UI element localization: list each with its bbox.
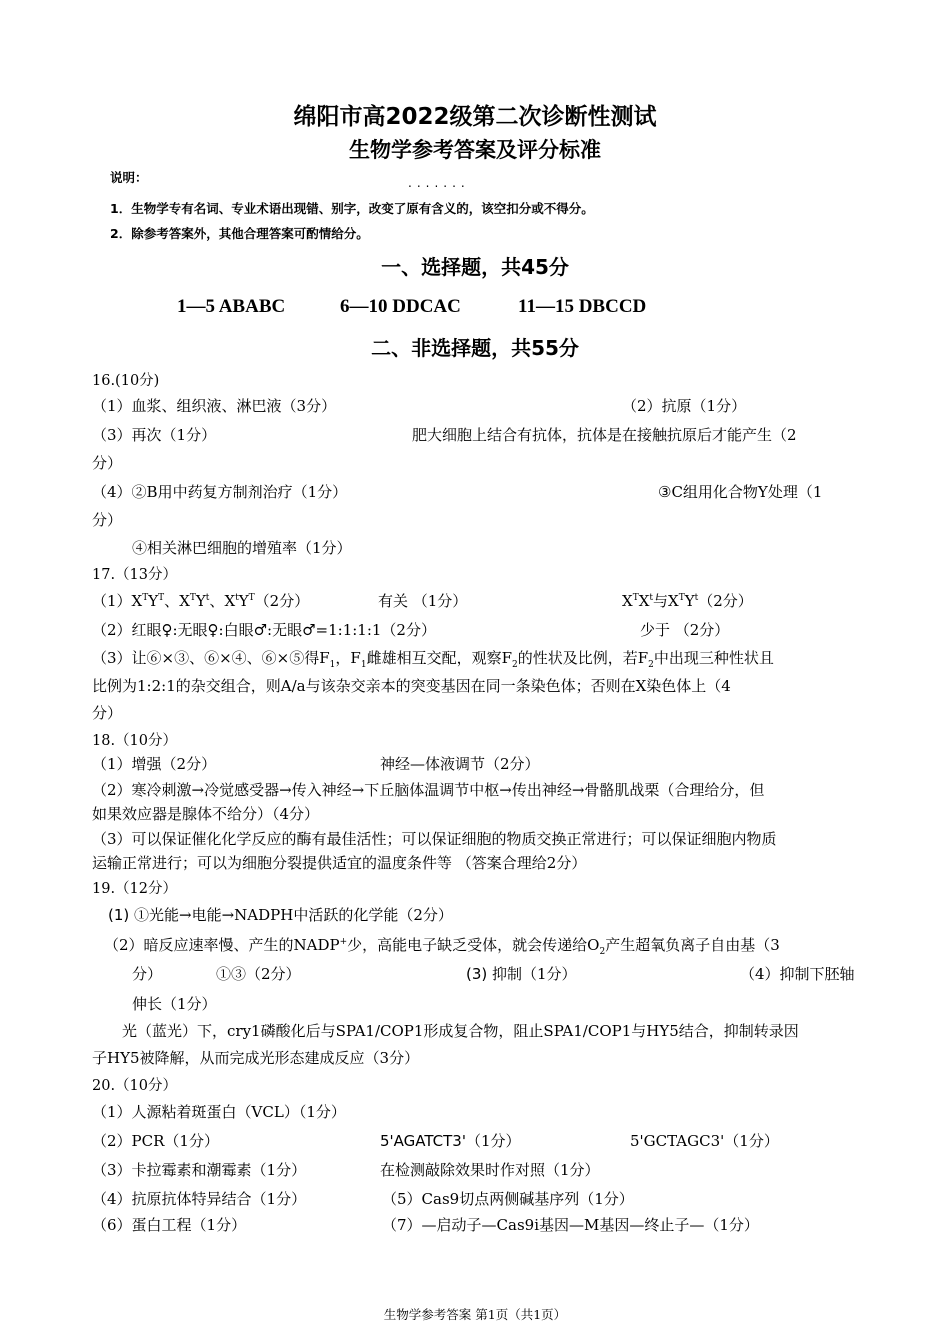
q18-answer-3: （3）可以保证催化化学反应的酶有最佳活性；可以保证细胞的物质交换正常进行；可以保证细胞内物质 — [92, 830, 777, 848]
note-item-2: 2．除参考答案外，其他合理答案可酌情给分。 — [110, 226, 369, 241]
q16-answer-4b: ③C组用化合物Y处理（1 — [658, 483, 823, 501]
q19-answer-5: 光（蓝光）下，cry1磷酸化后与SPA1/COP1形成复合物，阻止SPA1/COP1与HY5结合，抑制转录因 — [122, 1022, 799, 1040]
mc-answers-1-5: 1—5 ABABC — [177, 296, 286, 317]
q16-heading: 16.(10分) — [92, 373, 160, 389]
q20-answer-2c: 5'GCTAGC3'（1分） — [630, 1132, 779, 1150]
q19-answer-2-score: 分） — [132, 965, 163, 983]
q16-answer-3: （3）再次（1分） — [92, 426, 217, 444]
q19-answer-3: (3) 抑制（1分） — [466, 965, 577, 983]
q16-answer-4d: ④相关淋巴细胞的增殖率（1分） — [132, 539, 352, 557]
q17-answer-3-score: 分） — [92, 704, 123, 722]
q18-answer-2: （2）寒冷刺激→冷觉感受器→传入神经→下丘脑体温调节中枢→传出神经→骨骼肌战栗（合理给分，但 — [92, 781, 765, 799]
q19-answer-1: (1) ①光能→电能→NADPH中活跃的化学能（2分） — [108, 906, 453, 924]
page-subtitle: 生物学参考答案及评分标准 — [349, 138, 601, 162]
q20-answer-2b: 5'AGATCT3'（1分） — [380, 1132, 521, 1150]
q17-answer-1c: $X^TX^t$与$X^TY^t(2$分） — [622, 592, 753, 610]
q17-answer-1b: 有关 （1分） — [378, 592, 468, 610]
q20-answer-3: （3）卡拉霉素和潮霉素（1分） — [92, 1161, 307, 1179]
q19-answer-2c: ①③（2分） — [216, 965, 301, 983]
q19-answer-5-line2: 子HY5被降解，从而完成光形态建成反应（3分） — [92, 1049, 420, 1067]
note-item-1: 1．生物学专有名词、专业术语出现错、别字，改变了原有含义的，该空扣分或不得分。 — [110, 201, 594, 216]
q20-answer-3b: 在检测敲除效果时作对照（1分） — [380, 1161, 600, 1179]
q16-answer-3-reason: 肥大细胞上结合有抗体，抗体是在接触抗原后才能产生（2 — [412, 426, 797, 444]
q20-answer-6: （6）蛋白工程（1分） — [92, 1216, 247, 1234]
q17-answer-3-line2: 比例为1:2:1的杂交组合，则A/a与该杂交亲本的突变基因在同一条染色体；否则在X染色体上（4 — [92, 677, 731, 695]
q20-answer-1: （1）人源粘着斑蛋白（VCL）（1分） — [92, 1103, 346, 1121]
mc-answers-11-15: 11—15 DBCCD — [518, 296, 647, 317]
section-2-title: 二、非选择题，共55分 — [371, 336, 579, 360]
q16-answer-3-score: 分） — [92, 454, 123, 472]
q20-answer-2: （2）PCR（1分） — [92, 1132, 219, 1150]
q18-heading: 18.（10分） — [92, 733, 178, 749]
q18-answer-1: （1）增强（2分） — [92, 755, 217, 773]
q19-heading: 19.（12分） — [92, 881, 178, 897]
q16-answer-2: （2）抗原（1分） — [622, 397, 747, 415]
notes-heading: 说明： — [110, 170, 148, 185]
q16-answer-4-score: 分） — [92, 511, 123, 529]
q20-heading: 20.（10分） — [92, 1078, 178, 1094]
section-1-title: 一、选择题，共45分 — [381, 255, 569, 279]
q16-answer-1: （1）血浆、组织液、淋巴液（3分） — [92, 397, 337, 415]
q20-answer-4: （4）抗原抗体特异结合（1分） — [92, 1190, 307, 1208]
q17-heading: 17.（13分） — [92, 567, 178, 583]
q18-answer-3-line2: 运输正常进行；可以为细胞分裂提供适宜的温度条件等 （答案合理给2分） — [92, 854, 587, 872]
page-title: 绵阳市高2022级第二次诊断性测试 — [293, 104, 657, 130]
q20-answer-5: （5）Cas9切点两侧碱基序列（1分） — [382, 1190, 634, 1208]
q16-answer-4: （4）②B用中药复方制剂治疗（1分） — [92, 483, 348, 501]
q20-answer-7: （7）—启动子—Cas9i基因—M基因—终止子—（1分） — [382, 1216, 759, 1234]
q19-answer-2: （2）暗反应速率慢、产生的NADP+少，高能电子缺乏受体，就会传递给$O_2$产生超氧负离子自由基（3 — [104, 936, 780, 957]
q18-answer-2-line2: 如果效应器是腺体不给分）（4分） — [92, 805, 320, 823]
q17-answer-2: （2）红眼♀:无眼♀:白眼♂:无眼♂=1:1:1:1（2分） — [92, 621, 436, 639]
page-footer: 生物学参考答案 第1页（共1页） — [383, 1307, 567, 1322]
q19-answer-4-line2: 伸长（1分） — [132, 995, 217, 1013]
q19-answer-4: （4）抑制下胚轴 — [740, 965, 855, 983]
emphasis-dots: ....... — [408, 176, 470, 190]
q17-answer-1: $(1)X^TY^T$、$X^TY^t$、$X^tY^T(2$分） — [92, 592, 310, 610]
q18-answer-1b: 神经—体液调节（2分） — [380, 755, 540, 773]
q17-answer-2b: 少于 （2分） — [640, 621, 730, 639]
mc-answers-6-10: 6—10 DDCAC — [340, 296, 461, 317]
q17-answer-3: （3）让⑥×③、⑥×④、⑥×⑤得$F_1$，$F_1$雌雄相互交配，观察$F_2$的性状及比例，若$F_2$中出现三种性状且 — [92, 649, 774, 670]
